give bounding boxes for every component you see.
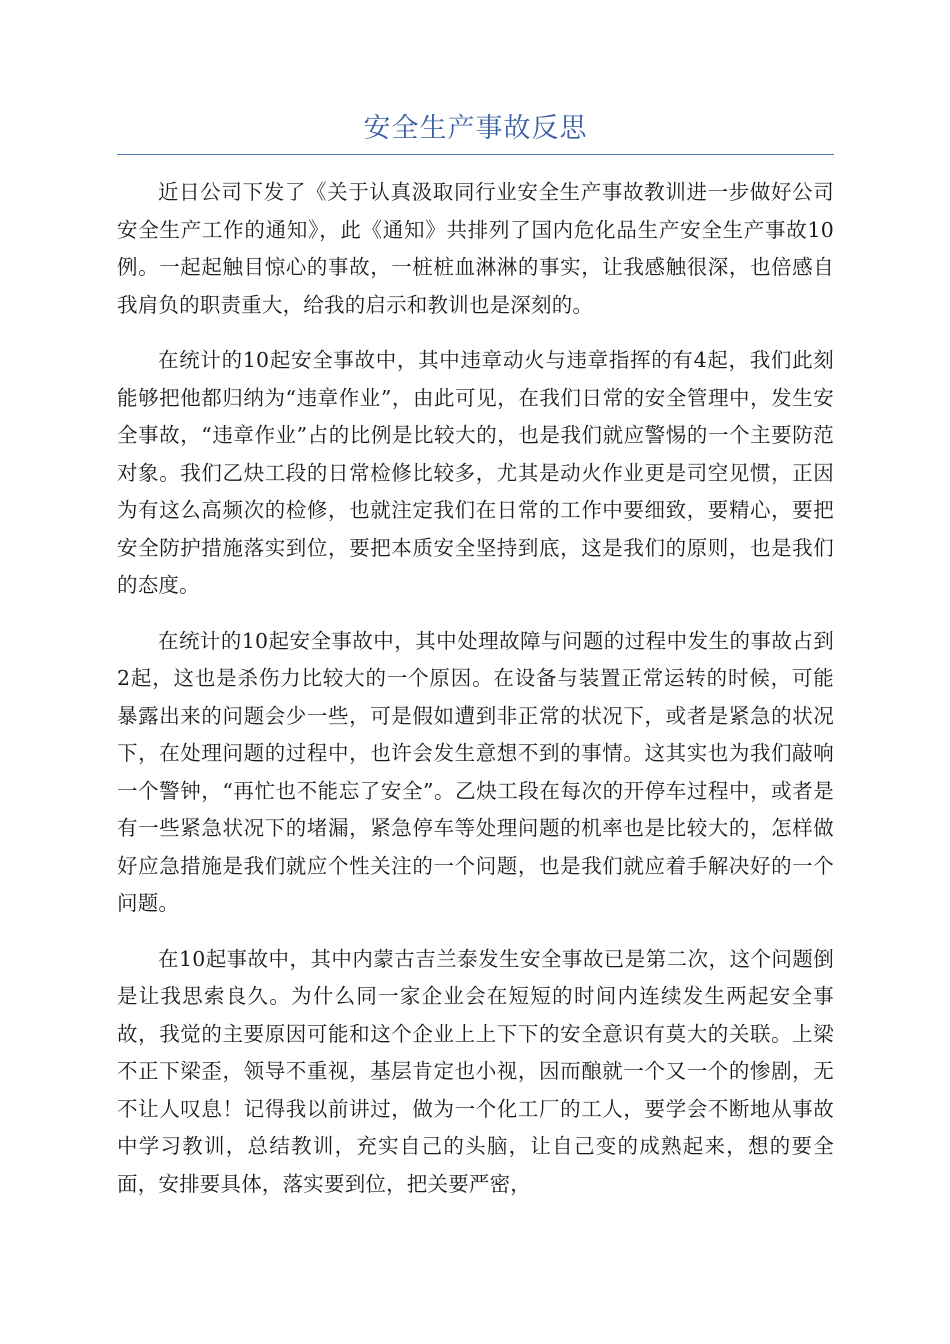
paragraph: 在统计的10起安全事故中，其中违章动火与违章指挥的有4起，我们此刻能够把他都归纳为“违章作业”，由此可见，在我们日常的安全管理中，发生安全事故，“违章作业”占的比例是比较大的，也是我们就应警惕的一个主要防范对象。我们乙炔工段的日常检修比较多，尤其是动火作业更是司空见惯，正因为有这么高频次的检修，也就注定我们在日常的工作中要细致，要精心，要把安全防护措施落实到位，要把本质安全坚持到底，这是我们的原则，也是我们的态度。	[117, 348, 834, 597]
document-body	[117, 174, 834, 1221]
paragraph: 在统计的10起安全事故中，其中处理故障与问题的过程中发生的事故占到2起，这也是杀伤力比较大的一个原因。在设备与装置正常运转的时候，可能暴露出来的问题会少一些，可是假如遭到非正常的状况下，或者是紧急的状况下，在处理问题的过程中，也许会发生意想不到的事情。这其实也为我们敲响一个警钟，“再忙也不能忘了安全”。乙炔工段在每次的开停车过程中，或者是有一些紧急状况下的堵漏，紧急停车等处理问题的机率也是比较大的，怎样做好应急措施是我们就应个性关注的一个问题，也是我们就应着手解决好的一个问题。	[117, 628, 834, 915]
document-title: 安全生产事故反思	[363, 113, 588, 144]
title-underline	[117, 154, 834, 155]
paragraph: 在10起事故中，其中内蒙古吉兰泰发生安全事故已是第二次，这个问题倒是让我思索良久。为什么同一家企业会在短短的时间内连续发生两起安全事故，我觉的主要原因可能和这个企业上上下下的安全意识有莫大的关联。上梁不正下梁歪，领导不重视，基层肯定也小视，因而酿就一个又一个的惨剧，无不让人叹息！记得我以前讲过，做为一个化工厂的工人，要学会不断地从事故中学习教训，总结教训，充实自己的头脑，让自己变的成熟起来，想的要全面，安排要具体，落实要到位，把关要严密，	[117, 946, 834, 1196]
paragraph: 近日公司下发了《关于认真汲取同行业安全生产事故教训进一步做好公司安全生产工作的通知》，此《通知》共排列了国内危化品生产安全生产事故10例。一起起触目惊心的事故，一桩桩血淋淋的事实，让我感触很深，也倍感自我肩负的职责重大，给我的启示和教训也是深刻的。	[117, 180, 834, 317]
